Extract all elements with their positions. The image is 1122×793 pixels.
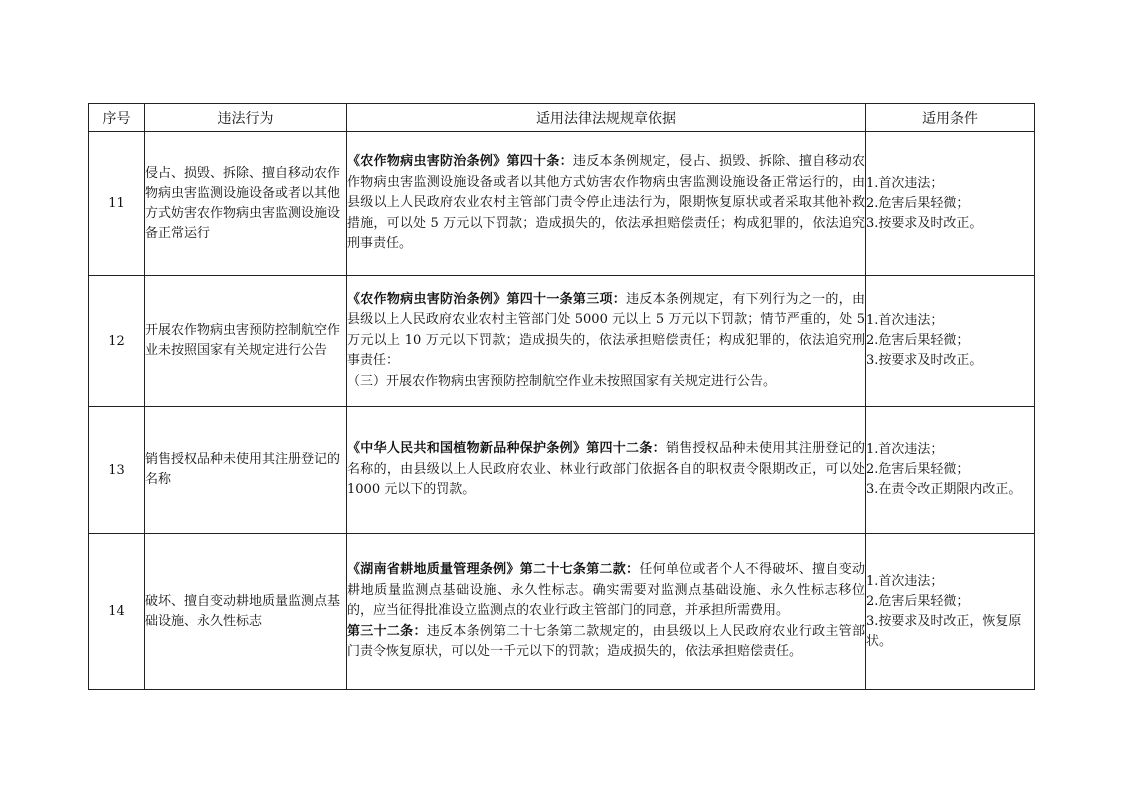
law-article-title: 《农作物病虫害防治条例》第四十条： (347, 154, 573, 170)
table-row (89, 276, 1035, 407)
law-article-text: （三）开展农作物病虫害预防控制航空作业未按照国家有关规定进行公告。 (347, 373, 777, 389)
header-conditions: 适用条件 (866, 104, 1035, 132)
row-number: 12 (89, 276, 145, 407)
condition-item: 3.按要求及时改正。 (866, 215, 983, 231)
header-legal-basis: 适用法律法规规章依据 (347, 104, 866, 132)
conditions-cell (866, 534, 1035, 690)
conditions-cell (866, 276, 1035, 407)
condition-item: 3.按要求及时改正。 (866, 353, 983, 368)
law-article-text: 违反本条例规定，侵占、损毁、拆除、擅自移动农作物病虫害监测设施设备或者以其他方式妨害农作物病虫害监测设施设备正常运行的，由县级以上人民政府农业农村主管部门责令停止违法行为，限期恢复原状或者采取其他补救措施，可以处 5 万元以下罚款；造成损失的，依法承担赔偿责任；构成犯罪的，依法追究刑事责任。 (347, 154, 865, 252)
condition-item: 3.在责令改正期限内改正。 (866, 482, 1022, 497)
violation-cell: 销售授权品种未使用其注册登记的名称 (145, 407, 347, 534)
law-article-title: 《农作物病虫害防治条例》第四十一条第三项： (347, 291, 627, 307)
table-row (89, 534, 1035, 690)
condition-item: 3.按要求及时改正，恢复原状。 (866, 613, 1022, 649)
conditions-cell (866, 407, 1035, 534)
law-article-text: 违反本条例第二十七条第二款规定的，由县级以上人民政府农业行政主管部门责令恢复原状，可以处一千元以下的罚款；造成损失的，依法承担赔偿责任。 (347, 623, 865, 660)
legal-basis-cell (347, 276, 866, 407)
legal-basis-cell (347, 407, 866, 534)
conditions-cell (866, 132, 1035, 276)
condition-item: 2.危害后果轻微； (866, 195, 970, 211)
condition-item: 1.首次违法； (866, 573, 944, 589)
header-violation: 违法行为 (145, 104, 347, 132)
row-number: 11 (89, 132, 145, 276)
legal-basis-cell (347, 132, 866, 276)
condition-item: 1.首次违法； (866, 442, 944, 457)
legal-basis-cell (347, 534, 866, 690)
header-no: 序号 (89, 104, 145, 132)
row-number: 13 (89, 407, 145, 534)
condition-item: 2.危害后果轻微； (866, 593, 970, 609)
law-article-title: 《中华人民共和国植物新品种保护条例》第四十二条： (347, 441, 666, 457)
row-number: 14 (89, 534, 145, 690)
law-article-title: 《湖南省耕地质量管理条例》第二十七条第二款： (347, 562, 640, 578)
law-article-title: 第三十二条： (347, 623, 427, 639)
violation-cell: 破坏、擅自变动耕地质量监测点基础设施、永久性标志 (145, 534, 347, 690)
condition-item: 2.危害后果轻微； (866, 462, 970, 477)
table-row (89, 407, 1035, 534)
law-article-text: 销售授权品种未使用其注册登记的名称的，由县级以上人民政府农业、林业行政部门依据各自的职权责令限期改正，可以处 1000 元以下的罚款。 (347, 441, 865, 498)
condition-item: 1.首次违法； (866, 175, 944, 191)
condition-item: 2.危害后果轻微； (866, 333, 970, 348)
condition-item: 1.首次违法； (866, 313, 944, 328)
law-article-text: 任何单位或者个人不得破坏、擅自变动耕地质量监测点基础设施、永久性标志。确实需要对监测点基础设施、永久性标志移位的，应当征得批准设立监测点的农业行政主管部门的同意，并承担所需费用。 (347, 562, 865, 619)
violation-cell: 开展农作物病虫害预防控制航空作业未按照国家有关规定进行公告 (145, 276, 347, 407)
violation-cell: 侵占、损毁、拆除、擅自移动农作物病虫害监测设施设备或者以其他方式妨害农作物病虫害监测设施设备正常运行 (145, 132, 347, 276)
table-header-row (89, 104, 1035, 132)
table-row (89, 132, 1035, 276)
law-article-text: 违反本条例规定，有下列行为之一的，由县级以上人民政府农业农村主管部门处 5000 元以上 5 万元以下罚款；情节严重的，处 5 万元以上 10 万元以下罚款；造成损失的，依法承担赔偿责任；构成犯罪的，依法追究刑事责任： (347, 291, 865, 369)
penalty-exemption-table (88, 103, 1035, 690)
